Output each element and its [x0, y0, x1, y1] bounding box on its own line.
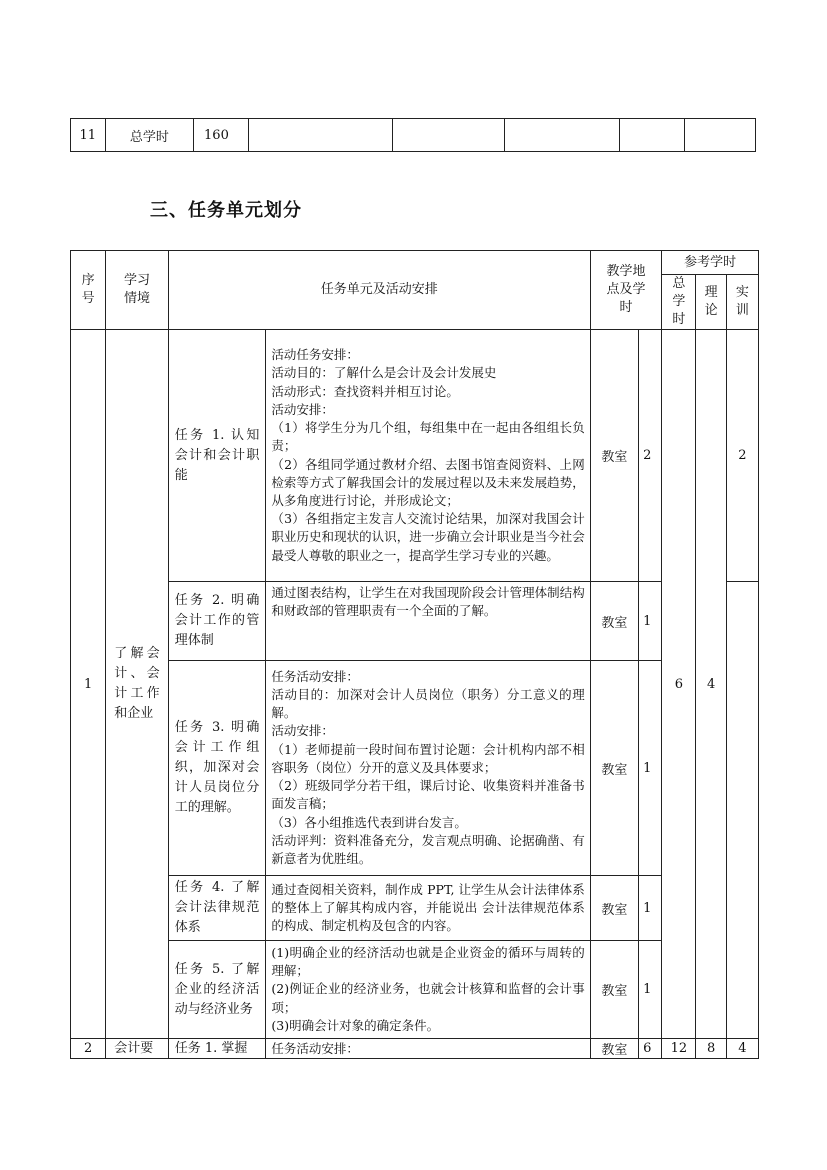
- row-total-hours: 6: [662, 330, 696, 1039]
- empty-cell: [726, 582, 758, 1039]
- task-unit-table: [70, 250, 759, 1059]
- row-seq: 1: [71, 330, 106, 1039]
- section-title: 三、任务单元划分: [150, 200, 302, 221]
- row-index: 11: [71, 119, 106, 152]
- task-hours: 1: [639, 876, 662, 941]
- table-row: [71, 330, 759, 582]
- task-place: 教室: [590, 876, 638, 941]
- row-seq: 2: [71, 1039, 106, 1059]
- task-activity: 任务活动安排：: [266, 1039, 590, 1059]
- table-row: [71, 119, 756, 152]
- task-name: 任务 3. 明确会计工作组织，加深对会计人员岗位分工的理解。: [168, 661, 266, 876]
- table-row: [71, 582, 759, 661]
- row-theory-hours: 4: [696, 330, 726, 1039]
- header-seq: 序号: [71, 251, 106, 330]
- header-row: [71, 251, 759, 275]
- row-context: 了解会计、会计工作和企业: [106, 330, 168, 1039]
- row-total-hours: 12: [662, 1039, 696, 1059]
- row-theory-hours: 8: [696, 1039, 726, 1059]
- header-practice: 实训: [726, 275, 758, 330]
- total-hours-label: 总学时: [105, 119, 193, 152]
- task-activity: 通过图表结构，让学生在对我国现阶段会计管理体制结构和财政部的管理职责有一个全面的了解。: [266, 582, 590, 661]
- empty-cell: [619, 119, 685, 152]
- summary-table: [70, 118, 756, 152]
- task-hours: 2: [639, 330, 662, 582]
- row-context: 会计要: [106, 1039, 168, 1059]
- empty-cell: [248, 119, 392, 152]
- row-practice-hours: 4: [726, 1039, 758, 1059]
- task-name: 任务 1. 认知会计和会计职能: [168, 330, 266, 582]
- task-hours: 1: [639, 582, 662, 661]
- task-place: 教室: [590, 330, 638, 582]
- task-name: 任务 4. 了解会计法律规范体系: [168, 876, 266, 941]
- header-tasks: 任务单元及活动安排: [168, 251, 590, 330]
- task-activity: 任务活动安排： 活动目的：加深对会计人员岗位（职务）分工意义的理解。 活动安排： （1）老师提前一段时间布置讨论题：会计机构内部不相容职务（岗位）分开的意义及具体要求； （2）班级同学分若干组，课后讨论、收集资料并准备书面发言稿； （3）各小组推选代表到讲台发言。 活动评判：资料准备充分，发言观点明确、论据确凿、有新意者为优胜组。: [266, 661, 590, 876]
- task-activity: 通过查阅相关资料，制作成 PPT, 让学生从会计法律体系的整体上了解其构成内容，并能说出 会计法律规范体系的构成、制定机构及包含的内容。: [266, 876, 590, 941]
- task-name: 任务 2. 明确会计工作的管理体制: [168, 582, 266, 661]
- table-row: [71, 1039, 759, 1059]
- total-hours-value: 160: [194, 119, 249, 152]
- task-hours: 6: [639, 1039, 662, 1059]
- task-place: 教室: [590, 582, 638, 661]
- header-location: 教学地点及学时: [590, 251, 662, 330]
- task-hours: 1: [639, 661, 662, 876]
- task-place: 教室: [590, 1039, 638, 1059]
- table-row: [71, 941, 759, 1039]
- task-activity: 活动任务安排： 活动目的：了解什么是会计及会计发展史 活动形式：查找资料并相互讨论。 活动安排： （1）将学生分为几个组，每组集中在一起由各组组长负责； （2）各组同学通过教材介绍、去图书馆查阅资料、上网检索等方式了解我国会计的发展过程以及未来发展趋势，从多角度进行讨论，并形成论文； （3）各组指定主发言人交流讨论结果，加深对我国会计职业历史和现状的认识，进一步确立会计职业是当今社会最受人尊敬的职业之一，提高学生学习专业的兴趣。: [266, 330, 590, 582]
- row-practice-hours: 2: [726, 330, 758, 582]
- task-place: 教室: [590, 941, 638, 1039]
- header-context: 学习情境: [106, 251, 168, 330]
- table-row: [71, 661, 759, 876]
- task-hours: 1: [639, 941, 662, 1039]
- header-total: 总学时: [662, 275, 696, 330]
- header-theory: 理论: [696, 275, 726, 330]
- empty-cell: [505, 119, 620, 152]
- empty-cell: [685, 119, 756, 152]
- header-ref-hours: 参考学时: [662, 251, 759, 275]
- task-name: 任务 1. 掌握: [168, 1039, 266, 1059]
- empty-cell: [392, 119, 505, 152]
- task-name: 任务 5. 了解企业的经济活动与经济业务: [168, 941, 266, 1039]
- task-activity: (1)明确企业的经济活动也就是企业资金的循环与周转的理解； (2)例证企业的经济业务，也就会计核算和监督的会计事项； (3)明确会计对象的确定条件。: [266, 941, 590, 1039]
- table-row: [71, 876, 759, 941]
- task-place: 教室: [590, 661, 638, 876]
